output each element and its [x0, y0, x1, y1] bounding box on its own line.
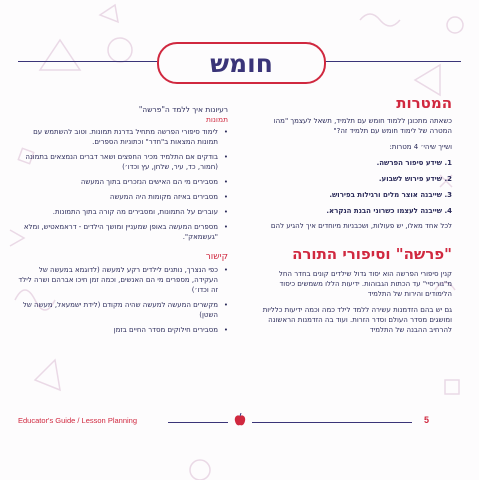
list-item: • לימוד סיפורי הפרשה מתחיל בדרנת תמונות. וטוב להשתמש עם תמונות המצאות ב"חדר" וכתוניות הספרים. [18, 127, 228, 147]
left-column [18, 104, 228, 335]
parsha-paragraph-1: קנין סיפורי הפרשה הוא יסוד גדול שילדים קונים בחדר החל מ"גוריסיי" עד הכתות הגבוהות. ידיעות הללו משמשים כיסוד הלימודים והירות של התלמיד [278, 270, 452, 298]
goal-item-3: 3. שייבנה אוצר מלים ורגילות בפירוש. [329, 191, 452, 199]
goals-lead: ושייך שיהי׳ 4 מטרות: [389, 143, 452, 151]
apple-icon [234, 413, 246, 427]
goal-item-2: 2. שידע פירוש לשבוע. [378, 175, 452, 183]
pictures-list [18, 127, 228, 242]
connection-list [18, 265, 228, 335]
title-frame [157, 42, 326, 84]
ideas-heading: רעיונות איך ללמד ה"פרשה" [138, 105, 228, 114]
title-rule-left [18, 61, 157, 62]
title-rule-right [322, 61, 461, 62]
footer-rule-left [168, 422, 228, 423]
footer-rule-right [252, 422, 412, 423]
list-item: • מסבירים מי הם האישים הנזכרים בתוך המעשה [18, 177, 228, 187]
goals-outro: לכל אחד מאלו, יש פעולות, ושכבניות מיוחדים איך להגיע להם [270, 222, 452, 230]
parsha-paragraph-2: גם יש בהם הזדמנות עשירה ללמד לילד כמה וכמה ידיעות כלליות ומושגים מסדר העולם וסדר הזרות. ועוד בה הזדמנות הראשונה להרחיב ההבנה של התלמיד [262, 306, 452, 334]
list-item: • מסבירים חילוקים מסדר החיים בזמן [18, 325, 228, 335]
page-footer [0, 413, 479, 433]
ideas-subheading-connection: קישור [205, 252, 228, 262]
footer-label: Educator's Guide / Lesson Planning [18, 416, 138, 425]
goal-item-1: 1. שידע סיפור הפרשה. [376, 159, 452, 167]
parsha-heading: "פרשה" וסיפורי התורה [292, 245, 452, 263]
page-number: 5 [424, 415, 430, 425]
goal-item-4: 4. שייבנה לעצמו כשרוני הבנת הנקרא. [326, 207, 452, 215]
ideas-subheading-pictures: תמונות [205, 115, 228, 124]
list-item: • מספרים המעשה באופן שמעניין ומושך הילדים - דראמאטיש, ומלא "געשמאק". [18, 222, 228, 242]
list-item: • מסבירים באיזה מקומות היה המעשה [18, 192, 228, 202]
list-item: • בודקים אם התלמיד מכיר החפצים ושאר דברים הנמצאים בתמונה (חמור, כד, עיר, שלחן, עץ וכדו׳) [18, 152, 228, 172]
list-item: • כפי הנצרך, נותנים לילדים רקע למעשה (לדוגמא במעשה של העקידה, מספרים מי הם האנשים, וכמה זמן חיכו אברהם ושרה לילד זה וכדו׳) [18, 265, 228, 295]
page-title: חומש [210, 48, 273, 78]
goals-heading: המטרות [396, 94, 452, 112]
goals-intro: כשאתה מתכונן ללמוד חומש עם תלמיד, תשאל לעצמך "מהו המטרה של לימוד חומש עם תלמיד זה?" [273, 117, 452, 135]
list-item: • מקשרים המעשה למעשה שהיה מקודם (לידת ישמעאל, מעשה של השטן) [18, 300, 228, 320]
right-column [252, 94, 452, 335]
list-item: • עוברים על התמונות, ומסבירים מה קורה בתוך התמונות. [18, 207, 228, 217]
title-banner [0, 40, 479, 84]
